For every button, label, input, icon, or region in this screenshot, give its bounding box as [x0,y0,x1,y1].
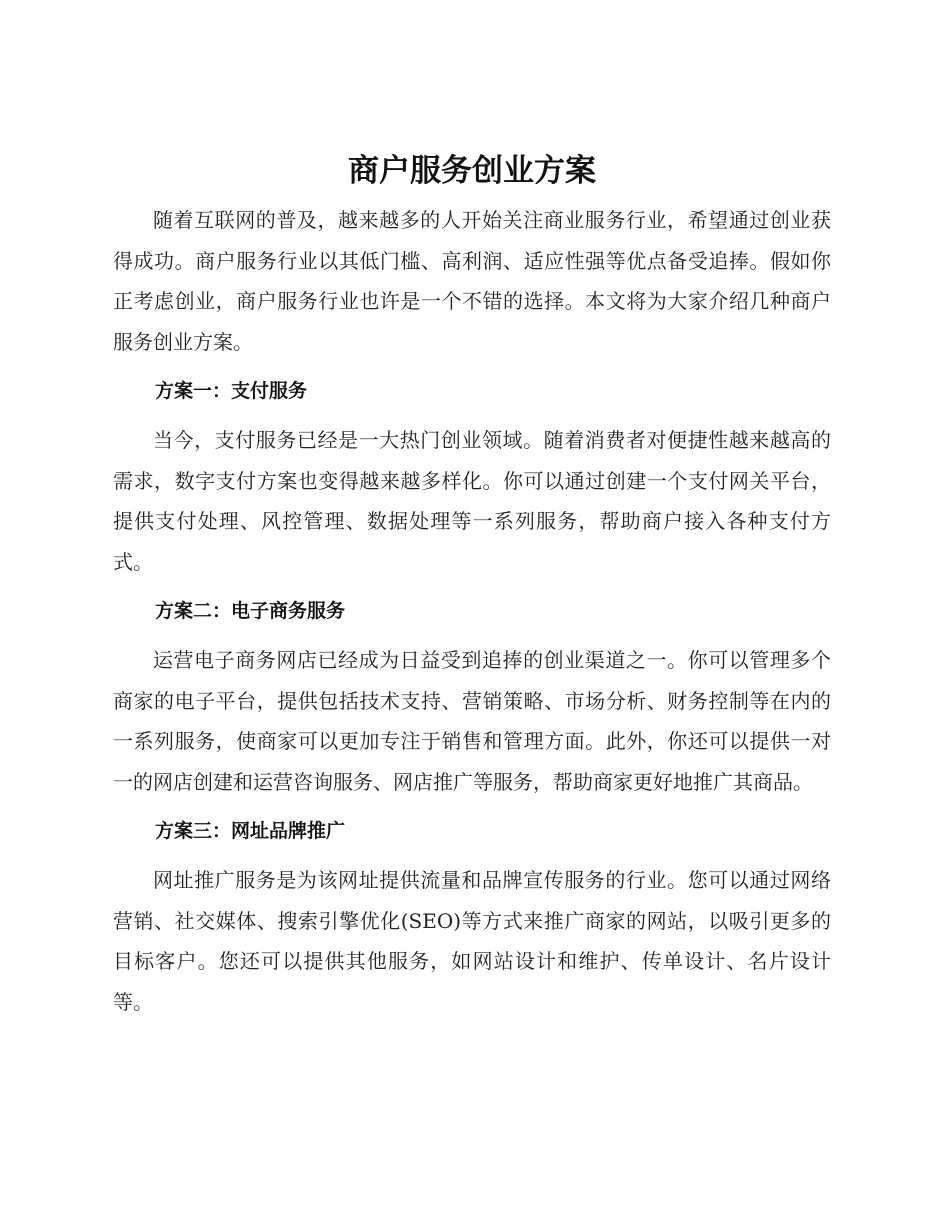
section-heading-web-promotion: 方案三：网址品牌推广 [155,820,346,842]
section-heading-payment: 方案一：支付服务 [155,380,308,402]
document-page [113,148,831,1022]
section-body-ecommerce: 运营电子商务网店已经成为日益受到追捧的创业渠道之一。你可以管理多个商家的电子平台，提供包括技术支持、营销策略、市场分析、财务控制等在内的一系列服务，使商家可以更加专注于销售和管理方面。此外，你还可以提供一对一的网店创建和运营咨询服务、网店推广等服务，帮助商家更好地推广其商品。 [113,648,831,794]
section-body-web-promotion: 网址推广服务是为该网址提供流量和品牌宣传服务的行业。您可以通过网络营销、社交媒体、搜索引擎优化(SEO)等方式来推广商家的网站，以吸引更多的目标客户。您还可以提供其他服务，如网站设计和维护、传单设计、名片设计等。 [113,868,831,1014]
section-heading-ecommerce: 方案二：电子商务服务 [155,600,346,622]
section-body-payment: 当今，支付服务已经是一大热门创业领域。随着消费者对便捷性越来越高的需求，数字支付方案也变得越来越多样化。你可以通过创建一个支付网关平台，提供支付处理、风控管理、数据处理等一系列服务，帮助商户接入各种支付方式。 [113,428,831,574]
document-title: 商户服务创业方案 [348,153,596,189]
intro-paragraph: 随着互联网的普及，越来越多的人开始关注商业服务行业，希望通过创业获得成功。商户服务行业以其低门槛、高利润、适应性强等优点备受追捧。假如你正考虑创业，商户服务行业也许是一个不错的选择。本文将为大家介绍几种商户服务创业方案。 [113,208,831,354]
